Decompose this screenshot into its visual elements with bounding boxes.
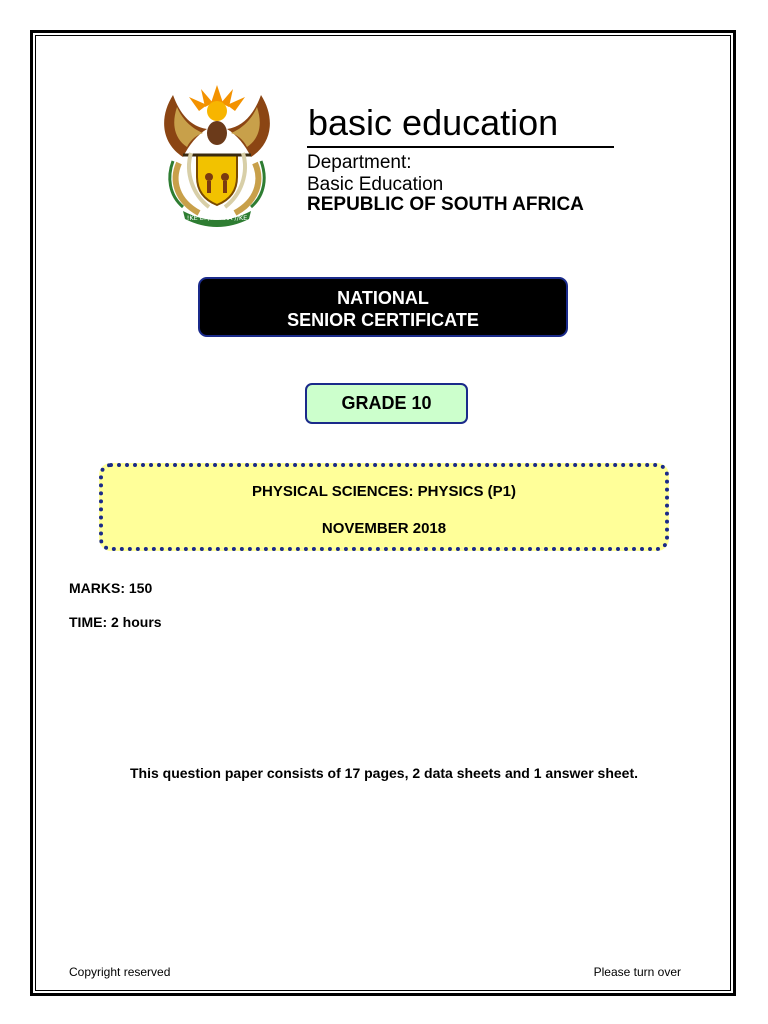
brand-title: basic education	[308, 102, 559, 143]
svg-text:!KE E: /XARRA //KE: !KE E: /XARRA //KE	[186, 214, 248, 222]
marks-label: MARKS: 150	[69, 580, 153, 596]
department-name: Basic Education	[307, 174, 444, 195]
department-label: Department:	[307, 152, 412, 173]
coat-of-arms-icon	[153, 77, 281, 227]
brand-divider	[307, 146, 614, 148]
certificate-line-1: NATIONAL	[337, 288, 429, 308]
subject-title: PHYSICAL SCIENCES: PHYSICS (P1)	[252, 483, 516, 500]
country-name: REPUBLIC OF SOUTH AFRICA	[307, 194, 584, 215]
certificate-banner	[198, 277, 568, 337]
copyright-footer: Copyright reserved	[69, 965, 171, 979]
department-header	[145, 65, 620, 240]
paper-composition-note: This question paper consists of 17 pages, 2 data sheets and 1 answer sheet.	[129, 765, 639, 781]
certificate-line-2: SENIOR CERTIFICATE	[287, 310, 479, 330]
subject-panel	[99, 463, 669, 551]
exam-date: NOVEMBER 2018	[321, 520, 447, 537]
time-label: TIME: 2 hours	[69, 614, 162, 630]
grade-badge: GRADE 10	[305, 383, 468, 424]
turn-over-footer: Please turn over	[593, 965, 681, 979]
